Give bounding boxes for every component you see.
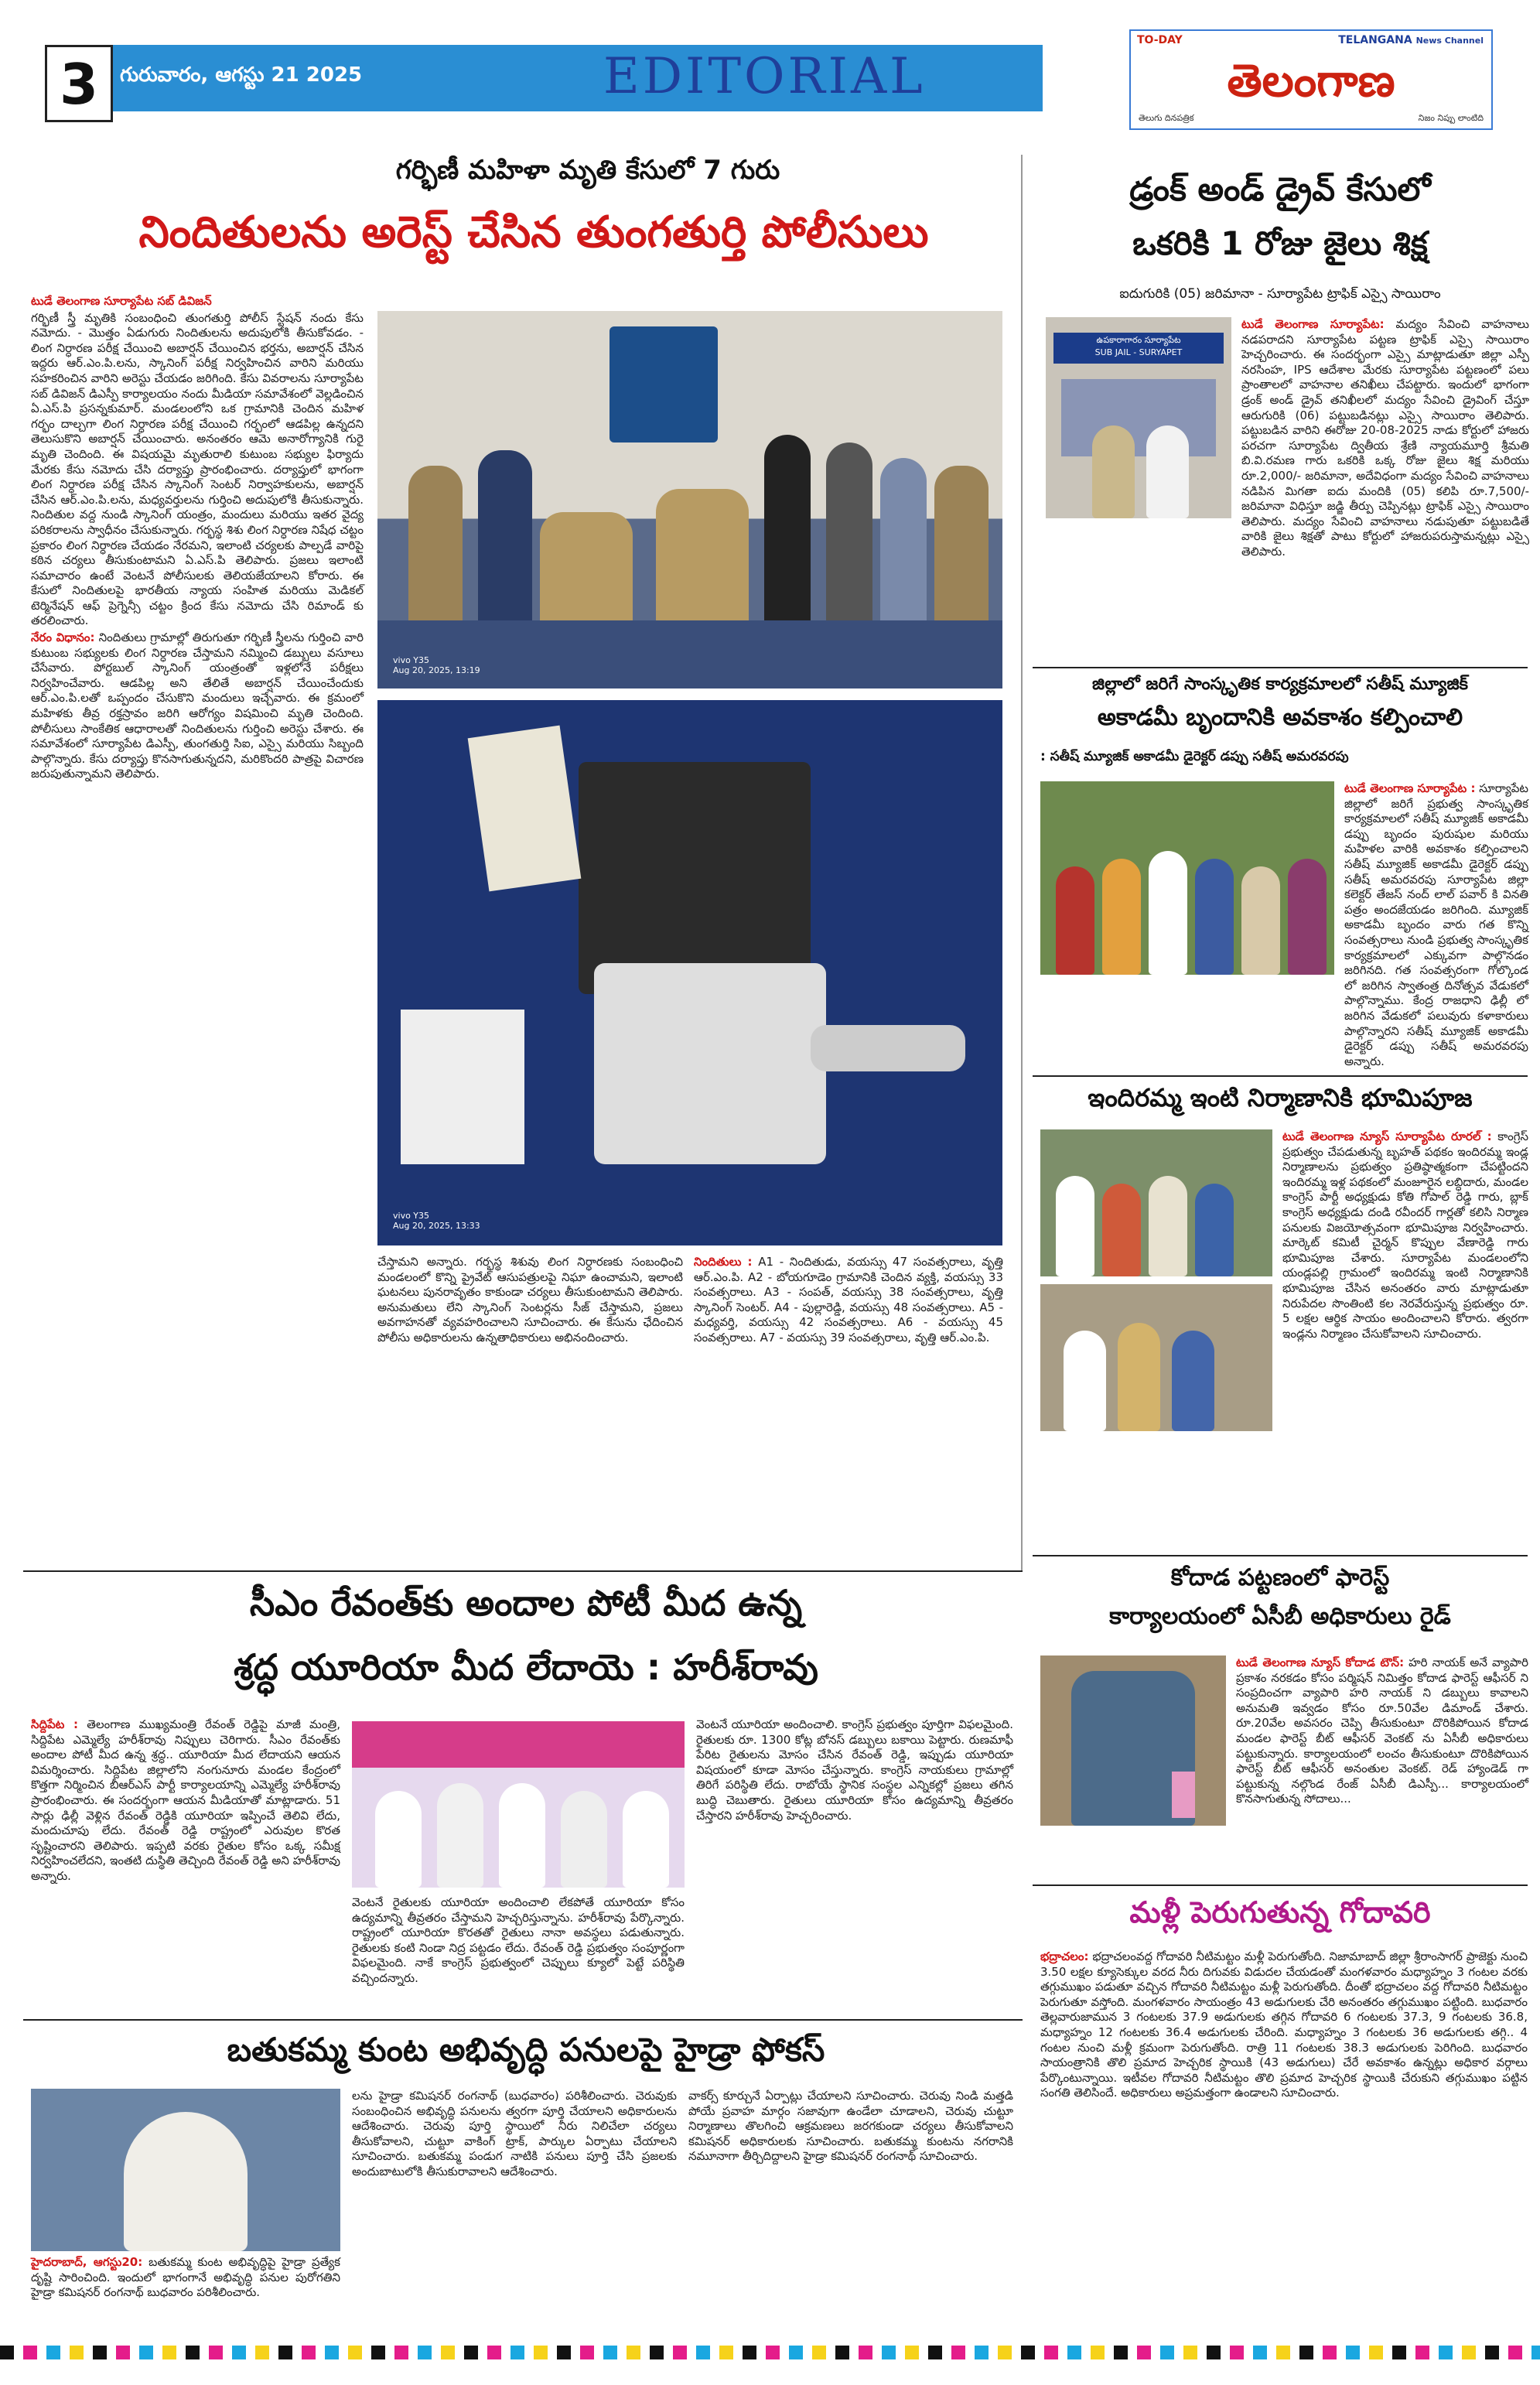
a6-headline-1: సీఎం రేవంత్‌కు అందాల పోటీ మీద ఉన్న [249,1582,803,1624]
a8-byline: భద్రాచలం: [1040,1949,1089,1963]
print-color-bar [0,2346,1540,2359]
a3-subhead: : సతీష్ మ్యూజిక్ అకాడమీ డైరెక్టర్ డప్పు సతీష్ అమరవరపు [1040,749,1349,764]
a2-headline-2: ఒకరికి 1 రోజు జైలు శిక్ష [1132,224,1428,262]
page-number: 3 [45,45,113,122]
a5-column-1 [1236,1655,1528,1872]
a1-body-1: గర్భిణీ స్త్రీ మృతికి సంబంధించి తుంగతుర్తి పోలీస్ స్టేషన్ నందు కేసు నమోదు. - మొత్తం ఏడుగురు నిందితులను అదుపులోకి తీసుకోవడం. - లింగ నిర్ధారణ పరీక్ష చేయించి అబార్షన్ చేయించిన భర్తను, అబార్షన్ చేసిన ఇద్దరు ఆర్.ఎం.పి.లను, స్కానింగ్ పరీక్ష నిర్వహించిన వారిని మరియు సహకరించిన వారిని అరెస్టు చేయడం జరిగింది. కేసు వివరాలను సూర్యాపేట సబ్ డివిజన్ డిఎస్పీ కార్యాలయం నందు మీడియా సమావేశంలో వెల్లడించిన ఏ.ఎస్.పి ప్రసన్నకుమార్. మండలంలోని ఒక గ్రామానికి చెందిన మహిళ గర్భం దాల్చగా లింగ నిర్ధారణ పరీక్ష చేయించి గర్భంలో ఆడపిల్ల ఉన్నదని తెలుసుకొని అబార్షన్ చేయించారు. అనంతరం ఆమె అనారోగ్యానికి గురై మృతి చెందింది. ఈ విషయమై మృతురాలి కుటుంబ సభ్యుల ఫిర్యాదు మేరకు కేసు నమోదు చేసి దర్యాప్తు ప్రారంభించారు. దర్యాప్తులో భాగంగా లింగ నిర్ధారణ పరీక్ష చేసిన స్కానింగ్ సెంటర్ నిర్వాహకులను, అబార్షన్ చేసిన ఆర్.ఎం.పి.లను, మధ్యవర్తులను గుర్తించి అదుపులోకి తీసుకున్నారు. నిందితుల వద్ద నుండి స్కానింగ్ యంత్రం, మందులు మరియు ఇతర వైద్య పరికరాలను స్వాధీనం చేసుకున్నారు. గర్భస్థ శిశు లింగ నిర్ధారణ నిషేధ చట్టం ప్రకారం లింగ నిర్ధారణ చేయడం నేరమని, ఇలాంటి చర్యలకు పాల్పడే వారిపై కఠిన చర్యలు తీసుకుంటామని ఏ.ఎస్.పి తెలిపారు. ప్రజలు ఇలాంటి సమాచారం ఉంటే వెంటనే పోలీసులకు తెలియజేయాలని కోరారు. ఈ కేసులో నిందితులపై భారతీయ న్యాయ సంహిత మరియు మెడికల్ టెర్మినేషన్ ఆఫ్ ప్రెగ్నెన్సీ చట్టం క్రింద కేసు నమోదు చేసి రిమాండ్ కు తరలించారు. [31,310,364,628]
a3-photo-music-academy [1040,781,1334,975]
a4-photo-bhoomi-pooja-2 [1040,1284,1272,1431]
a8-headline: మళ్లీ పెరుగుతున్న గోదావరి [1129,1895,1431,1929]
a6-headline-2: శ్రద్ధ యూరియా మీద లేదాయె : హరీశ్‌రావు [234,1646,818,1688]
a1-column-right [694,1255,1003,1563]
a1-photo1-caption: vivo Y35 Aug 20, 2025, 13:19 [393,655,480,675]
a8-body: భద్రాచలంవద్ద గోదావరి నీటిమట్టం మళ్లీ పెరుగుతోంది. నిజామాబాద్ జిల్లా శ్రీరాంసాగర్ ప్రాజెక్టు నుంచి 3.50 లక్షల క్యూసెక్కుల వరద నీరు దిగువకు విడుదల చేయడంతో మంగళవారం మధ్యాహ్నం 3 గంటల వరకు తగ్గుముఖం పడుతూ వచ్చిన గోదావరి నీటిమట్టం మళ్లీ పెరుగుతోంది. దీంతో భద్రాచలం వద్ద గోదావరి నీటిమట్టం పెరుగుతూ వస్తోంది. మంగళవారం సాయంత్రం 43 అడుగులకు చేరి అనంతరం తగ్గుముఖం పట్టింది. బుధవారం తెల్లవారుజామున 3 గంటలకు 37.9 అడుగులకు తగ్గిన గోదావరి 6 గంటలకు 37.3, 9 గంటలకు 36.8, మధ్యాహ్నం 12 గంటలకు 36.4 అడుగులకు చేరింది. మధ్యాహ్నం 3 గంటలకు 36 అడుగులకు తగ్గి.. 4 గంటల నుంచి మళ్లీ క్రమంగా పెరుగుతోంది. రాత్రి 11 గంటలకు 38.3 అడుగులకు పెరిగింది. బుధవారం సాయంత్రానికి తొలి ప్రమాద హెచ్చరిక స్థాయికి (43 అడుగులు) చేరే అవకాశం ఉన్నట్లు అధికార వర్గాలు పేర్కొంటున్నాయి. ఇటీవల గోదావరి నీటిమట్టం తొలి ప్రమాద హెచ్చరిక స్థాయికి చేరుకుని తగ్గుముఖం పట్టిన సంగతి తెలిసిందే. అధికారులు అప్రమత్తంగా ఉండాలని సూచించారు. [1040,1949,1528,2100]
a5-photo-acb [1040,1655,1226,1826]
a2-body: మద్యం సేవించి వాహనాలు నడపరాదని సూర్యాపేట పట్టణ ట్రాఫిక్ ఎస్సై సాయిరాం హెచ్చరించారు. ఈ సందర్భంగా ఎస్సై మాట్లాడుతూ జిల్లా ఎస్పీ నరసింహ, IPS ఆదేశాల మేరకు సూర్యాపేట పట్టణంలో పలు ప్రాంతాలలో వాహనాల తనిఖీలు చేపట్టారు. ఇందులో భాగంగా డ్రంక్ అండ్ డ్రైవ్ తనిఖీలలో మద్యం సేవించి డ్రైవింగ్ చేస్తూ ఆరుగురికి (06) పట్టుబడినట్లు ఎస్సై సాయిరాం తెలిపారు. పట్టుబడిన వారిని ఈరోజు 20-08-2025 నాడు కోర్టులో హాజరు పరచగా సూర్యాపేట ద్వితీయ శ్రేణి న్యాయమూర్తి శ్రీమతి బి.వి.రమణ గారు ఒకరికి ఒక్క రోజు జైలు శిక్ష మరియు రూ.2,000/- జరిమానా, అదేవిధంగా మద్యం సేవించి వాహనాలు నడిపిన మిగతా ఐదు మందికి (05) కలిపి రూ.7,500/- జరిమానా విధిస్తూ జడ్జి తీర్పు చెప్పినట్లు ట్రాఫిక్ ఎస్సై సాయిరాం తెలిపారు. మద్యం సేవించి వాహనాలు నడుపుతూ పట్టుబడితే వారికి జైలు శిక్షతో పాటు కోర్టులో హాజరుపరుస్తామన్నట్లు ఎస్సై తెలిపారు. [1241,317,1529,559]
a8-column-1 [1040,1949,1528,2313]
scanner-icon [579,762,811,994]
divider [1033,1075,1528,1077]
logo-brand-sub: News Channel [1415,36,1484,46]
a2-subhead: ఐదుగురికి (05) జరిమానా - సూర్యాపేట ట్రాఫిక్ ఎస్సై సాయిరాం [1119,286,1441,302]
a1-column-left [31,294,364,1563]
a6-column-2 [352,1895,685,2011]
a5-byline: టుడే తెలంగాణ న్యూస్ కోదాడ టౌన్: [1236,1655,1405,1669]
a7-column-3 [688,2089,1013,2317]
a4-headline: ఇందిరమ్మ ఇంటి నిర్మాణానికి భూమిపూజ [1088,1083,1473,1112]
a1-body-2: నిందితులు గ్రామాల్లో తిరుగుతూ గర్భిణీ స్త్రీలను గుర్తించి వారి కుటుంబ సభ్యులకు లింగ నిర్ధారణ చేస్తామని నమ్మించి డబ్బులు వసూలు చేసేవారు. పోర్టబుల్ స్కానింగ్ యంత్రంతో ఇళ్లలోనే పరీక్షలు నిర్వహించేవారు. ఆడపిల్ల అని తేలితే అబార్షన్ చేయించేందుకు ఆర్.ఎం.పి.లతో ఒప్పందం చేసుకొని మందులు ఇచ్చేవారు. ఈ క్రమంలో మహిళకు తీవ్ర రక్తస్రావం జరిగి ఆరోగ్యం విషమించి మృతి చెందింది. పోలీసులు సాంకేతిక ఆధారాలతో నిందితులను గుర్తించి అరెస్టు చేశారు. ఈ సమావేశంలో సూర్యాపేట డిఎస్పీ, తుంగతుర్తి సిఐ, ఎస్సై మరియు సిబ్బంది పాల్గొన్నారు. కేసు దర్యాప్తు కొనసాగుతున్నదని, మరికొందరి పాత్రపై విచారణ జరుపుతున్నామని తెలిపారు. [31,630,364,781]
a1-photo2-caption: vivo Y35 Aug 20, 2025, 13:33 [393,1211,480,1231]
a1-column-mid [377,1255,683,1563]
a1-body-3: చేస్తామని అన్నారు. గర్భస్థ శిశువు లింగ నిర్ధారణకు సంబంధించి మండలంలో కొన్ని ప్రైవేట్ ఆసుపత్రులపై నిఘా ఉంచామని, ఇలాంటి ఘటనలు పునరావృతం కాకుండా చర్యలు తీసుకుంటామని తెలిపారు. అనుమతులు లేని స్కానింగ్ సెంటర్లను సీజ్ చేస్తామని, ప్రజలు అవగాహనతో వ్యవహరించాలని సూచించారు. ఈ కేసును ఛేదించిన పోలీసు అధికారులను ఉన్నతాధికారులు అభినందించారు. [377,1255,683,1345]
a1-accused: A1 - నిందితుడు, వయస్సు 47 సంవత్సరాలు, వృత్తి ఆర్.ఎం.పి. A2 - బోయగూడెం గ్రామానికి చెందిన వ్యక్తి, వయస్సు 33 సంవత్సరాలు. A3 - సంపత్, వయస్సు 38 సంవత్సరాలు, వృత్తి స్కానింగ్ సెంటర్. A4 - పుల్లారెడ్డి, వయస్సు 48 సంవత్సరాలు. A5 - మధ్యవర్తి, వయస్సు 42 సంవత్సరాలు. A6 - వయస్సు 45 సంవత్సరాలు. A7 - వయస్సు 39 సంవత్సరాలు, వృత్తి ఆర్.ఎం.పి. [694,1255,1003,1345]
a3-body: సూర్యాపేట జిల్లాలో జరిగే ప్రభుత్వ సాంస్కృతిక కార్యక్రమాలలో సతీష్ మ్యూజిక్ అకాడమీ డప్పు బృందం పురుషుల మరియు మహిళల వారికి అవకాశం కల్పించాలని సతీష్ మ్యూజిక్ అకాడమీ డైరెక్టర్ డప్పు సతీష్ అమరవరపు సూర్యాపేట జిల్లా కలెక్టర్ తేజస్ నంద్ లాల్ పవార్ కి వినతి పత్రం అందజేయడం జరిగింది. మ్యూజిక్ అకాడమీ బృందం వారు గత కొన్ని సంవత్సరాలు నుండి ప్రభుత్వ సాంస్కృతిక కార్యక్రమాలలో ఎక్కువగా పాల్గొనడం జరిగినది. గత సంవత్సరంగా గోల్కొండ లో జరిగిన స్వాతంత్ర దినోత్సవ వేడుకలో పాల్గొన్నాము. కేంద్ర రాజధాని ఢిల్లీ లో జరిగిన వేడుకలో పలువురు కళాకారులు పాల్గొన్నారని సతీష్ మ్యూజిక్ అకాడమీ డైరెక్టర్ డప్పు సతీష్ అమరవరపు అన్నారు. [1344,781,1528,1068]
divider [1033,667,1528,668]
a1-body2-label: నేరం విధానం: [31,630,95,645]
issue-date: గురువారం, ఆగస్టు 21 2025 [120,63,363,87]
a7-body-2: లను హైడ్రా కమిషనర్ రంగనాథ్ (బుధవారం) పరిశీలించారు. చెరువుకు సంబంధించిన అభివృద్ధి పనులను త్వరగా పూర్తి చేయాలని అధికారులను ఆదేశించారు. చెరువు పూర్తి స్థాయిలో నీరు నిలిచేలా చర్యలు తీసుకోవాలని, చుట్టూ వాకింగ్ ట్రాక్, పార్కుల ఏర్పాటు చేయాలని సూచించారు. బతుకమ్మ పండుగ నాటికి పనులు పూర్తి చేసి ప్రజలకు అందుబాటులోకి తీసుకురావాలని ఆదేశించారు. [352,2089,677,2178]
a2-headline-1: డ్రంక్ అండ్ డ్రైవ్ కేసులో [1129,170,1431,208]
a6-body-1: తెలంగాణ ముఖ్యమంత్రి రేవంత్ రెడ్డిపై మాజీ మంత్రి, సిద్దిపేట ఎమ్మెల్యే హరీశ్‌రావు నిప్పులు చెరిగారు. సీఎం రేవంత్‌కు అందాల పోటీ మీద ఉన్న శ్రద్ధ.. యూరియా మీద లేదాయని ఆయన విమర్శించారు. సిద్దిపేట జిల్లాలోని నంగునూరు మండల కేంద్రంలో కొత్తగా నిర్మించిన బీఆర్ఎస్ పార్టీ కార్యాలయాన్ని ఎమ్మెల్యే హరీశ్‌రావు ప్రారంభించారు. ఈ సందర్భంగా ఆయన మీడియాతో మాట్లాడారు. 51 సార్లు ఢిల్లీ వెళ్లిన రేవంత్ రెడ్డికి యూరియా ఇప్పించే తెలివి లేదు, మందుచూపు లేదు. రేవంత్ రెడ్డి రాష్ట్రంలో ఎరువుల కొరత సృష్టించారని తెలిపారు. ఇప్పటి వరకు రైతుల కోసం ఒక్క సమీక్ష నిర్వహించలేదని, ఇంతటి దుస్థితి తెచ్చింది రేవంత్ రెడ్డి అని హరీశ్‌రావు అన్నారు. [31,1717,340,1883]
a1-kicker: గర్భిణీ మహిళా మృతి కేసులో 7 గురు [395,155,780,186]
a3-column-1 [1344,781,1528,1068]
column-divider [1021,155,1023,1570]
logo-tag-left: తెలుగు దినపత్రిక [1139,113,1194,123]
a3-byline: టుడే తెలంగాణ సూర్యాపేట : [1344,781,1476,795]
a2-sign-telugu: ఉపకారాగారం సూర్యాపేట [1096,335,1181,345]
a5-headline-2: కార్యాలయంలో ఏసీబీ అధికారులు రైడ్ [1109,1603,1451,1630]
divider [1033,1884,1528,1886]
a6-body-3: వెంటనే యూరియా అందించాలి. కాంగ్రెస్ ప్రభుత్వం పూర్తిగా విఫలమైంది. రైతులకు రూ. 1300 కోట్ల బోనస్ డబ్బులు బకాయి పెట్టారు. రుణమాఫీ పేరిట రైతులను మోసం చేసిన రేవంత్ రెడ్డి, ఇప్పుడు యూరియా విషయంలో కూడా మోసం చేస్తున్నారు. కాంగ్రెస్ నాయకులు గ్రామాల్లో తిరిగే పరిస్థితి లేదు. రాబోయే స్థానిక సంస్థల ఎన్నికల్లో ప్రజలు తగిన బుద్ధి చెబుతారు. రైతులు యూరియా కోసం ఉద్యమాన్ని తీవ్రతరం చేస్తారని హరీశ్‌రావు హెచ్చరించారు. [696,1717,1013,1823]
a6-body-2: వెంటనే రైతులకు యూరియా అందించాలి లేకపోతే యూరియా కోసం ఉద్యమాన్ని తీవ్రతరం చేస్తామని హెచ్చరిస్తున్నాను. హరీశ్‌రావు పేర్కొన్నారు. రాష్ట్రంలో యూరియా కొరతతో రైతులు నానా అవస్థలు పడుతున్నారు. రైతులకు కంటి నిండా నిద్ర పట్టడం లేదు. రేవంత్ రెడ్డి ప్రభుత్వం సంపూర్ణంగా విఫలమైంది. నాకే కాంగ్రెస్ ప్రభుత్వంలో చెప్పులు క్యూలో పెట్టే పరిస్థితి వచ్చిందన్నారు. [352,1895,685,1985]
a7-body-1: బతుకమ్మ కుంట అభివృద్ధిపై హైడ్రా ప్రత్యేక దృష్టి సారించింది. ఇందులో భాగంగానే అభివృద్ధి పనుల పురోగతిని హైడ్రా కమిషనర్ రంగనాథ్ బుధవారం పరిశీలించారు. [31,2255,340,2300]
a4-photo-bhoomi-pooja-1 [1040,1129,1272,1276]
a2-byline: టుడే తెలంగాణ సూర్యాపేట: [1241,317,1385,331]
logo-tag-right: నిజం నిప్పు లాంటిది [1418,113,1484,123]
a6-column-3 [696,1717,1013,2011]
logo-brand [1338,34,1484,46]
divider [23,1570,1023,1572]
a4-column-1 [1282,1129,1528,1547]
a7-photo-commissioner [31,2089,340,2251]
a4-byline: టుడే తెలంగాణ న్యూస్ సూర్యాపేట రూరల్ : [1282,1129,1492,1143]
a6-byline: సిద్దిపేట : [31,1717,79,1731]
a7-column-1 [31,2255,340,2317]
a7-body-3: వాకర్స్ కూర్చునే ఏర్పాట్లు చేయాలని సూచించారు. చెరువు నిండి మత్తడి పోయే ప్రవాహ మార్గం సజావుగా ఉండేలా చూడాలని, చెరువు చుట్టూ నిర్మాణాలు తొలగించి ఆక్రమణలు జరగకుండా చర్యలు తీసుకోవాలని కమిషనర్ అధికారులకు సూచించారు. బతుకమ్మ కుంటను నగరానికి నమూనాగా తీర్చిదిద్దాలని హైడ్రా కమిషనర్ రంగనాథ్ సూచించారు. [688,2089,1013,2164]
a7-byline: హైదరాబాద్, ఆగస్టు20: [31,2255,143,2269]
a6-column-1 [31,1717,340,2011]
a1-accused-label: నిందితులు : [694,1255,753,1269]
section-title: EDITORIAL [603,48,926,105]
a3-headline: అకాడమీ బృందానికి అవకాశం కల్పించాలి [1097,704,1463,731]
a1-byline: టుడే తెలంగాణ సూర్యాపేట సబ్ డివిజన్ [31,294,212,308]
a1-headline: నిందితులను అరెస్ట్ చేసిన తుంగతుర్తి పోలీసులు [138,207,929,258]
a1-photo-police-meet [377,311,1002,689]
a2-photo-subjail [1046,317,1231,518]
divider [1033,1555,1528,1556]
a3-kicker: జిల్లాలో జరిగే సాంస్కృతిక కార్యక్రమాలలో సతీష్ మ్యూజిక్ [1091,675,1469,694]
a5-body: హరి నాయక్ అనే వ్యాపారి ప్రకాశం నరకడం కోసం పర్మిషన్ నిమిత్తం కోదాడ ఫారెస్ట్ ఆఫీసర్ ని సంప్రదించగా వ్యాపారి హరి నాయక్ ని డబ్బులు కావాలని అనుమతి ఇవ్వడం కోసం రూ.50వేల డిమాండ్ చేశారు. రూ.20వేల అవసరం చెప్పి తీసుకుంటూ దొరికిపోయిన కోదాడ మండల ఫారెస్ట్ బీట్ ఆఫీసర్ వెంకట్ ను ఏసీబీ అధికారులు పట్టుకున్నారు. కార్యాలయంలో లంచం తీసుకుంటూ దొరికిపోయిన ఫారెస్ట్ బీట్ ఆఫీసర్ అనంతుల వెంకట్. రెడ్ హ్యాండెడ్ గా పట్టుకున్న నల్గొండ రేంజ్ ఏసీబీ డిఎస్పీ... కార్యాలయంలో కొనసాగుతున్న సోదాలు... [1236,1655,1528,1806]
a1-photo-equipment [377,700,1002,1245]
a6-photo-harish-rao [352,1721,685,1888]
logo-brand-name: TELANGANA [1338,34,1412,46]
police-banner-icon [610,326,718,442]
logo-name: తెలంగాణ [1227,54,1395,107]
a7-column-2 [352,2089,677,2317]
a2-column-1 [1241,317,1529,559]
logo-today: TO-DAY [1137,34,1183,46]
masthead-logo [1129,29,1493,130]
divider [23,2019,1023,2021]
a4-body: కాంగ్రెస్ ప్రభుత్వం చేపడుతున్న బృహత్ పథకం ఇందిరమ్మ ఇండ్ల నిర్మాణాలను ప్రభుత్వం ప్రతిష్ఠాత్మకంగా చేపట్టిందని ఇందిరమ్మ ఇళ్ల పథకంలో మంజూరైన లబ్ధిదారు, మండల కాంగ్రెస్ పార్టీ అధ్యక్షుడు కోతి గోపాల్ రెడ్డి గారు, బ్లాక్ కాంగ్రెస్ అధ్యక్షుడు దండి రవీందర్ గార్లతో కలిసి నిర్మాణ పనులకు విజయోత్సవంగా భూమిపూజ నిర్వహించారు. మార్కెట్ కమిటీ చైర్మన్ కొప్పుల వేణారెడ్డి గారు భూమిపూజ చేశారు. సూర్యాపేట మండలంలోని యండ్లపల్లి గ్రామంలో ఇందిరమ్మ ఇంటి నిర్మాణానికి భూమిపూజ చేసిన అనంతరం వారు మాట్లాడుతూ నిరుపేదల సొంతింటి కల నెరవేరుస్తున్న ప్రభుత్వం రూ. 5 లక్షల ఆర్థిక సాయం అందించాలని కోరారు. త్వరగా ఇండ్లను నిర్మాణం చేసుకోవాలని సూచించారు. [1282,1129,1528,1341]
a5-headline-1: కోదాడ పట్టణంలో ఫారెస్ట్ [1170,1564,1390,1591]
a2-sign-english: SUB JAIL - SURYAPET [1094,347,1183,357]
a7-headline: బతుకమ్మ కుంట అభివృద్ధి పనులపై హైడ్రా ఫోకస్ [227,2031,825,2069]
